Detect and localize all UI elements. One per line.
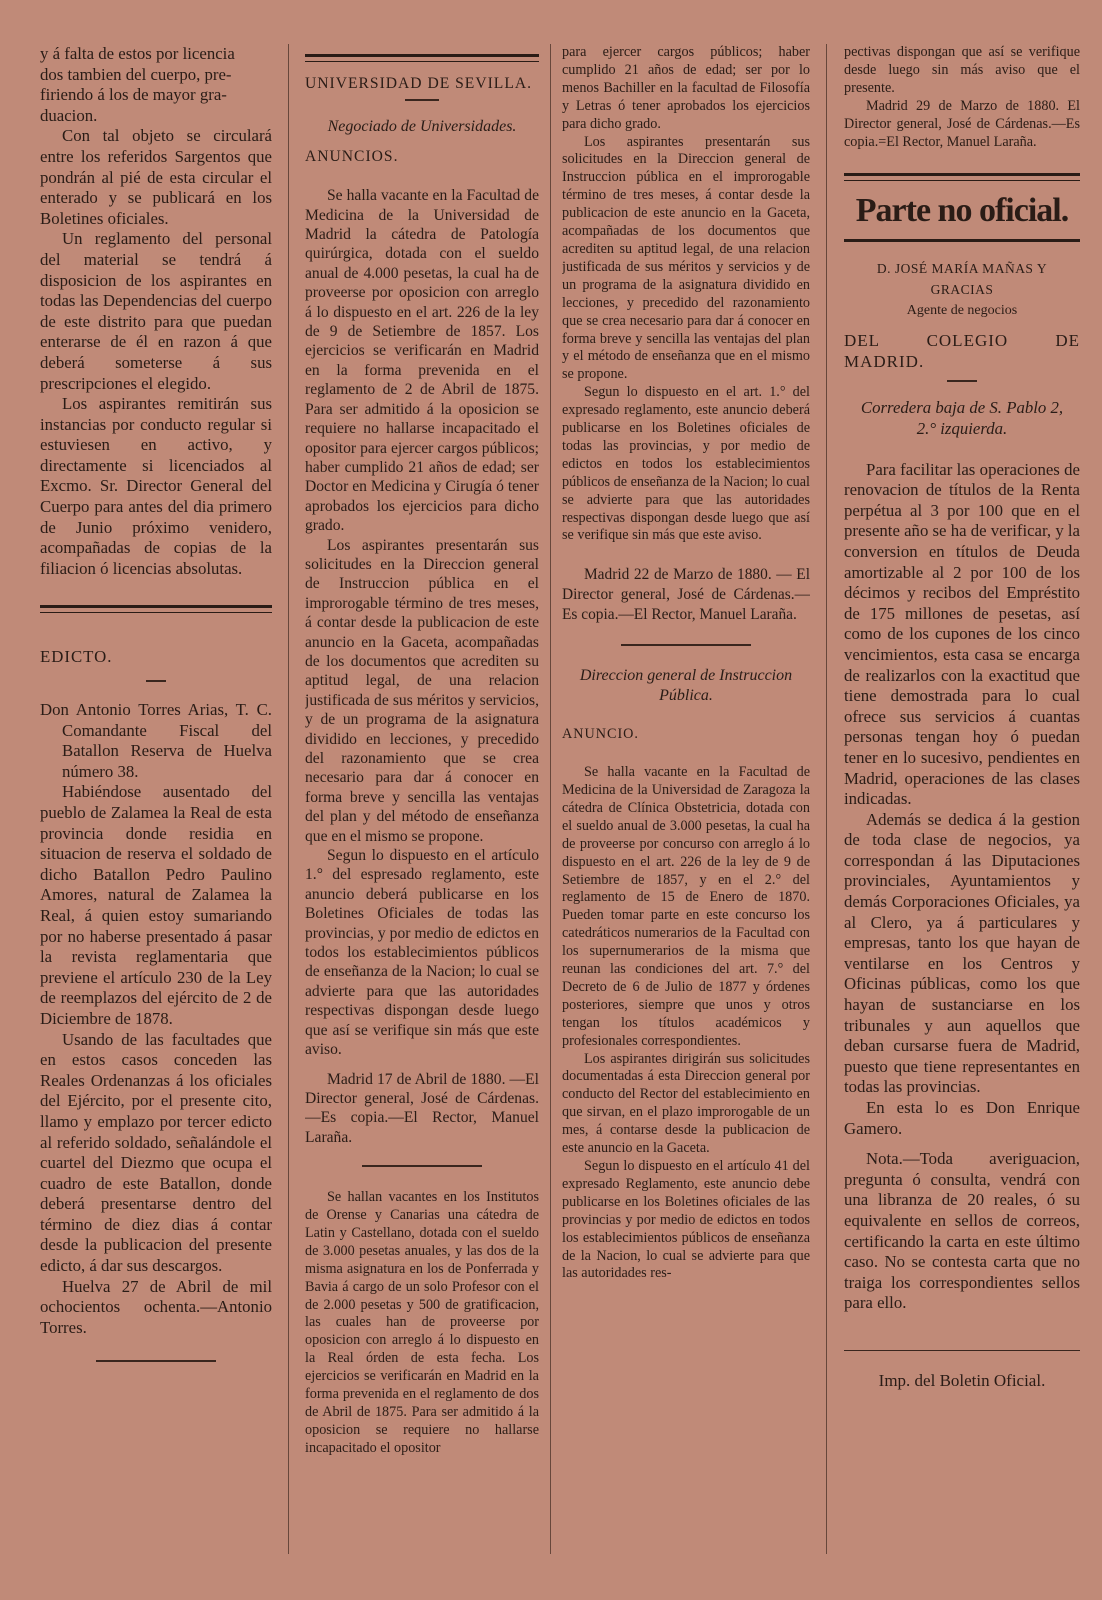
- paragraph: Se hallan vacantes en los Institutos de Orense y Canarias una cátedra de Latin y Castellano, dotada con el sueldo de 3.000 pesetas anuales, y las dos de la misma asignatura en los de Ponferrada y Bavia á cargo de un solo Profesor con el de 2.000 pesetas y 500 de gratificacion, las cuales han de proveerse por oposicion con arreglo á lo dispuesto en la Real órden de esta fecha. Los ejercicios se verificarán en Madrid en la forma prevenida en el reglamento de dos de Abril de 1875. Para ser admitido á la oposicion se requiere no hallarse incapacitado el opositor: [305, 1189, 539, 1456]
- paragraph: Para facilitar las operaciones de renovacion de títulos de la Renta perpétua al 3 por 100 que en el presente año se ha de verificar, y la conversion en títulos de Deuda amortizable al 2 por 100 de los décimos y recibos del Empréstito de 175 millones de pesetas, así como de los cupones de los cinco vencimientos, esta casa se encarga de realizarlos con la exactitud que tiene demostrada para lo cual ofrece sus servicios á cuantas personas tengan hoy ó puedan tener en lo sucesivo, pendientes en Madrid, operaciones de las clases indicadas.: [844, 459, 1080, 809]
- signature: Madrid 17 de Abril de 1880. —El Director general, José de Cárdenas.—Es copia.—El Rector, Manuel Laraña.: [305, 1070, 539, 1146]
- title-dash: [405, 99, 439, 101]
- paragraph: Segun lo dispuesto en el artículo 41 del expresado Reglamento, este anuncio debe publicarse en los Boletines oficiales de las provincias y por medio de edictos en todos los establecimientos públicos de enseñanza de la Nacion, lo cual se advierte para que las autoridades res-: [562, 1158, 810, 1282]
- paragraph: Un reglamento del personal del material se tendrá á disposicion de los aspirantes en todas las Dependencias del cuerpo de este distrito para que puedan enterarse de él en razon á que deberá someterse á sus prescripciones el elegido.: [40, 229, 272, 393]
- signature: Huelva 27 de Abril de mil ochocientos ochenta.—Antonio Torres.: [40, 1276, 272, 1337]
- column-divider: [826, 44, 827, 1554]
- column-1: [40, 44, 272, 1378]
- paragraph: Se halla vacante en la Facultad de Medicina de la Universidad de Madrid la cátedra de Patología quirúrgica, dotada con el sueldo anual de 4.000 pesetas, la cual ha de proveerse por oposicion con arreglo á lo dispuesto en el art. 226 de la ley de 9 de Setiembre de 1857. Los ejercicios se verificarán en Madrid en la forma prevenida en el reglamento de 2 de Abril de 1875. Para ser admitido á la oposicion se requiere no hallarse incapacitado el opositor para ejercer cargos públicos; haber cumplido 21 años de edad; ser Doctor en Medicina y Cirugía ó tener aprobados los ejercicios para dicho grado.: [305, 187, 539, 535]
- paragraph: Habiéndose ausentado del pueblo de Zalamea la Real de esta provincia donde residia en situacion de reserva el soldado de dicho Batallon Pedro Paulino Amores, natural de Zalamea la Real, á quien estoy sumariando por no haberse presentado á pasar la revista reglamentaria que previene el artículo 230 de la Ley de reemplazos del ejército de 2 de Diciembre de 1878.: [40, 782, 272, 1028]
- section-rule: [621, 644, 751, 646]
- paragraph: En esta lo es Don Enrique Gamero.: [844, 1098, 1080, 1138]
- signature: Madrid 22 de Marzo de 1880. — El Director general, José de Cárdenas.—Es copia.—El Rector, Manuel Laraña.: [562, 566, 810, 623]
- title-dash: [947, 380, 977, 382]
- intro-line: duacion.: [40, 105, 98, 125]
- column-2: [305, 44, 539, 1458]
- imprint: Imp. del Boletin Oficial.: [878, 1370, 1046, 1390]
- subtitle: Negociado de Universidades.: [327, 118, 517, 136]
- column-divider: [550, 44, 551, 1554]
- paragraph: Segun lo dispuesto en el art. 1.° del expresado reglamento, este anuncio deberá publicarse en los Boletines oficiales de todas las provincias, y por medio de edictos en todos los establecimientos públicos de enseñanza de la Nacion; lo cual se advierte para que las autoridades respectivas dispongan desde luego que así se verifique sin más que este aviso.: [562, 384, 810, 544]
- university-title: UNIVERSIDAD DE SEVILLA.: [305, 75, 532, 92]
- section-rule: [362, 1165, 482, 1167]
- title-dash: [146, 680, 166, 682]
- signature: Madrid 29 de Marzo de 1880. El Director general, José de Cárdenas.—Es copia.=El Rector, Manuel Laraña.: [844, 97, 1080, 150]
- intro-line: y á falta de estos por licencia: [40, 44, 235, 63]
- paragraph: Los aspirantes remitirán sus instancias por conducto regular si estuviesen en activo, y directamente si licenciados al Excmo. Sr. Director General del Cuerpo para antes del dia primero de Junio próximo venidero, acompañadas de copias de la filiacion ó licencias absolutas.: [40, 394, 272, 578]
- parte-no-oficial-title: Parte no oficial.: [855, 192, 1069, 230]
- paragraph: Nota.—Toda averiguacion, pregunta ó consulta, vendrá con una libranza de 20 reales, ó su equivalente en sellos de correos, certificando la carta en este último caso. No se contesta carta que no traiga los correspondientes sellos para ello.: [844, 1149, 1080, 1313]
- paragraph: Con tal objeto se circulará entre los referidos Sargentos que pondrán al pié de esta circular el enterado y se publicará en los Boletines oficiales.: [40, 126, 272, 228]
- section-rule: [844, 239, 1080, 243]
- agent-name: D. JOSÉ MARÍA MAÑAS Y GRACIAS: [876, 261, 1048, 298]
- header-rule: [305, 54, 539, 62]
- paragraph: Los aspirantes dirigirán sus solicitudes documentadas á esta Direccion general por conducto del Rector del establecimiento en que sirvan, en el plazo improrogable de un mes, á contarse desde la publicacion de este anuncio en la Gaceta.: [562, 1050, 810, 1157]
- paragraph: Los aspirantes presentarán sus solicitudes en la Direccion general de Instruccion pública en el improrogable término de tres meses, á contar desde la publicacion de este anuncio en la Gaceta, acompañadas de los documentos que acrediten su aptitud legal, de una relacion justificada de sus méritos y servicios, y de un programa de la asignatura dividido en lecciones, y precedido del razonamiento que se crea necesario para dar á conocer en forma breve y sencilla las ventajas del plan y del método de enseñanza que en el mismo se propone.: [305, 536, 539, 845]
- section-rule: [40, 605, 272, 613]
- section-rule: [844, 173, 1080, 181]
- paragraph: Se halla vacante en la Facultad de Medicina de la Universidad de Zaragoza la cátedra de Clínica Obstetricia, dotada con el sueldo anual de 3.000 pesetas, la cual ha de proveerse por concurso con arreglo á lo dispuesto en el art. 226 de la ley de 9 de Setiembre de 1857, y en el 2.° del reglamento de 15 de Enero de 1870. Pueden tomar parte en este concurso los catedráticos numerarios de la Facultad con los supernumerarios de la misma que reunan las condiciones del art. 7.° del Decreto de 6 de Julio de 1877 y órdenes posteriores, siempre que unos y otros tengan los títulos académicos y profesionales correspondientes.: [562, 764, 810, 1049]
- paragraph: Los aspirantes presentarán sus solicitudes en la Direccion general de Instruccion pública en el improrogable término de tres meses, á contar desde la publicacion de este anuncio en la Gaceta, acompañadas de los documentos que acrediten su aptitud legal, de una relacion justificada de sus méritos y servicios y de un programa de la asignatura dividido en lecciones, y precedido del razonamiento que se crea necesario para dar á conocer en forma breve y sencilla las ventajas del plan y el método de enseñanza que en el mismo se propone.: [562, 133, 810, 383]
- paragraph: para ejercer cargos públicos; haber cumplido 21 años de edad; ser por lo menos Bachiller en la facultad de Filosofía y Letras ó tener aprobados los ejercicios para dicho grado.: [562, 44, 810, 132]
- direction-title: Direccion general de Instruccion Pública.: [579, 667, 793, 705]
- paragraph: pectivas dispongan que así se verifique desde luego sin más aviso que el presente.: [844, 44, 1080, 96]
- edicto-heading: Don Antonio Torres Arias, T. C. Comandante Fiscal del Batallon Reserva de Huelva número 38.: [40, 700, 272, 781]
- intro-line: firiendo á los de mayor gra-: [40, 85, 227, 105]
- college-title: DEL COLEGIO DE MADRID.: [844, 331, 1080, 371]
- address: Corredera baja de S. Pablo 2, 2.° izquierda.: [860, 398, 1064, 438]
- edicto-title: EDICTO.: [40, 647, 113, 667]
- anuncio-title: ANUNCIO.: [562, 726, 639, 743]
- paragraph: Segun lo dispuesto en el artículo 1.° del espresado reglamento, este anuncio deberá publicarse en los Boletines Oficiales de todas las provincias, y por medio de edictos en todos los establecimientos públicos de enseñanza de la Nacion; lo cual se advierte para que las autoridades respectivas dispongan desde luego que así se verifique sin más que este aviso.: [305, 847, 539, 1059]
- agent-role: Agente de negocios: [906, 302, 1018, 318]
- column-divider: [288, 44, 289, 1554]
- column-3: [562, 44, 810, 1283]
- column-4: [844, 44, 1080, 1392]
- closing-rule: [844, 1350, 1080, 1351]
- intro-line: dos tambien del cuerpo, pre-: [40, 64, 232, 84]
- anuncios-title: ANUNCIOS.: [305, 147, 399, 165]
- paragraph: Usando de las facultades que en estos casos conceden las Reales Ordenanzas á los oficiales del Ejército, por el presente cito, llamo y emplazo por tercer edicto al referido soldado, señalándole el cuartel del Diezmo que ocupa el cuadro de este Batallon, donde deberá presentarse dentro del término de diez dias á contar desde la publicacion del presente edicto, á dar sus descargos.: [40, 1029, 272, 1276]
- closing-rule: [96, 1360, 216, 1362]
- paragraph: Además se dedica á la gestion de toda clase de negocios, ya correspondan á las Diputaciones provinciales, Ayuntamientos y demás Corporaciones Oficiales, ya al Clero, ya á particulares y empresas, tanto los que hayan de ventilarse en los Centros y Oficinas públicas, como los que hayan de sustanciarse en los tribunales y aun aquellos que deban cursarse fuera de Madrid, puesto que tiene representantes en todas las provincias.: [844, 809, 1080, 1097]
